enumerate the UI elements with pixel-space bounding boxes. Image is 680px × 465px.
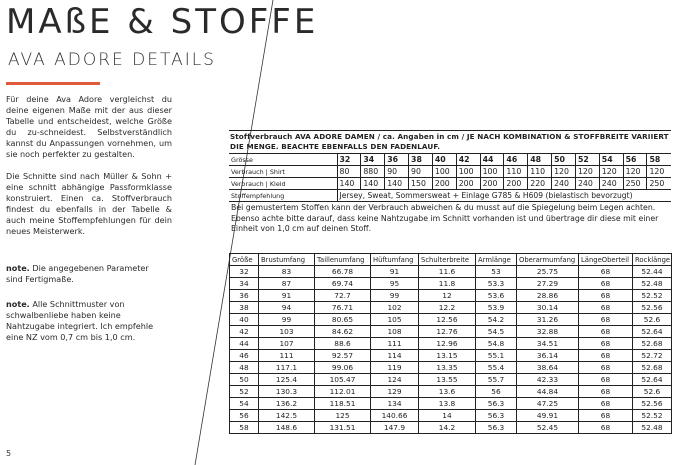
table-cell: 56.3 <box>476 410 517 422</box>
table-cell: 52.6 <box>633 314 672 326</box>
table-cell: 13.15 <box>419 350 476 362</box>
table-row <box>230 302 672 314</box>
table-cell: 91 <box>371 266 419 278</box>
size-cell: 38 <box>409 154 433 166</box>
size-cell: 44 <box>480 154 504 166</box>
table-cell: 11.8 <box>419 278 476 290</box>
table-cell: 119 <box>371 362 419 374</box>
table-cell: 52.68 <box>633 338 672 350</box>
size-cell: 58 <box>647 154 671 166</box>
table-cell: 68 <box>579 362 633 374</box>
table-row <box>230 350 672 362</box>
table-row <box>230 398 672 410</box>
shirt-consumption-cell: 120 <box>623 166 647 178</box>
shirt-consumption-cell: 100 <box>456 166 480 178</box>
table-cell: 13.6 <box>419 386 476 398</box>
table-cell: 68 <box>579 410 633 422</box>
consumption-dress-row <box>229 178 671 190</box>
dress-consumption-cell: 240 <box>599 178 623 190</box>
table-cell: 54.8 <box>476 338 517 350</box>
table-cell: 142.5 <box>259 410 315 422</box>
note-text: Die angegebenen Parameter sind Fertigmaße. <box>6 263 149 284</box>
table-cell: 52.48 <box>633 278 672 290</box>
consumption-shirt-row <box>229 166 671 178</box>
table-cell: 53 <box>476 266 517 278</box>
table-cell: 56 <box>476 386 517 398</box>
table-cell: 68 <box>579 326 633 338</box>
table-cell: 44.84 <box>517 386 579 398</box>
size-cell: 34 <box>361 154 385 166</box>
table-cell: 46 <box>230 350 259 362</box>
shirt-consumption-cell: 120 <box>552 166 576 178</box>
page-title: MAßE & STOFFE <box>6 2 319 42</box>
table-cell: 56.3 <box>476 422 517 434</box>
table-cell: 68 <box>579 302 633 314</box>
table-cell: 68 <box>579 314 633 326</box>
measurement-body <box>230 266 672 434</box>
column-header: Hüftumfang <box>371 254 419 266</box>
table-cell: 55.1 <box>476 350 517 362</box>
table-row <box>230 410 672 422</box>
shirt-consumption-cell: 90 <box>409 166 433 178</box>
table-cell: 52.56 <box>633 398 672 410</box>
shirt-consumption-cell: 120 <box>575 166 599 178</box>
size-cell: 56 <box>623 154 647 166</box>
table-cell: 54.2 <box>476 314 517 326</box>
table-row <box>230 278 672 290</box>
dress-consumption-cell: 220 <box>528 178 552 190</box>
table-cell: 31.26 <box>517 314 579 326</box>
table-cell: 34 <box>230 278 259 290</box>
shirt-consumption-cell: 110 <box>504 166 528 178</box>
table-row <box>230 338 672 350</box>
table-cell: 38.64 <box>517 362 579 374</box>
shirt-consumption-cell: 120 <box>647 166 671 178</box>
table-cell: 47.25 <box>517 398 579 410</box>
note-label: note. <box>6 263 30 273</box>
column-header: Oberarmumfang <box>517 254 579 266</box>
table-cell: 68 <box>579 278 633 290</box>
table-cell: 36 <box>230 290 259 302</box>
page-subtitle: AVA ADORE DETAILS <box>8 50 216 70</box>
dress-consumption-cell: 250 <box>623 178 647 190</box>
column-header: Taillenumfang <box>315 254 371 266</box>
consumption-size-row <box>229 154 671 166</box>
table-cell: 68 <box>579 422 633 434</box>
table-cell: 130.3 <box>259 386 315 398</box>
note-finished-measurements <box>6 263 166 285</box>
table-cell: 84.62 <box>315 326 371 338</box>
intro-paragraph-2: Die Schnitte sind nach Müller & Sohn + eine schnitt abhängige Passformklasse konstruiert. Einen ca. Stoffverbrauch findest du ebenfalls in der Tabelle & auch meine Stoffempfehlungen für dein neues Meisterwerk. <box>6 171 172 236</box>
dress-consumption-cell: 150 <box>409 178 433 190</box>
table-cell: 107 <box>259 338 315 350</box>
size-cell: 40 <box>432 154 456 166</box>
table-cell: 66.78 <box>315 266 371 278</box>
table-cell: 53.6 <box>476 290 517 302</box>
consumption-heading: Stoffverbrauch AVA ADORE DAMEN / ca. Angaben in cm / JE NACH KOMBINATION & STOFFBREITE VARIIERT DIE MENGE. BEACHTE EBENFALLS DEN FADENLAUF. <box>229 130 671 154</box>
column-header: Größe <box>230 254 259 266</box>
table-cell: 55.7 <box>476 374 517 386</box>
table-cell: 68 <box>579 290 633 302</box>
table-cell: 68 <box>579 398 633 410</box>
table-cell: 117.1 <box>259 362 315 374</box>
table-cell: 12.96 <box>419 338 476 350</box>
consumption-remark: Bei gemustertem Stoffen kann der Verbrauch abweichen & du musst auf die Spiegelung beim Legen achten. Ebenso achte bitte darauf, dass keine Nahtzugabe im Schnitt vorhanden ist und übertrage dir diese mit einer Einheit von 1,0 cm auf deinen Stoff. <box>231 203 659 233</box>
table-cell: 52.72 <box>633 350 672 362</box>
table-cell: 53.3 <box>476 278 517 290</box>
table-cell: 134 <box>371 398 419 410</box>
consumption-table <box>229 154 671 202</box>
table-cell: 105.47 <box>315 374 371 386</box>
table-cell: 125 <box>315 410 371 422</box>
table-cell: 118.51 <box>315 398 371 410</box>
table-cell: 52.56 <box>633 302 672 314</box>
table-cell: 52.52 <box>633 410 672 422</box>
table-cell: 13.35 <box>419 362 476 374</box>
table-row <box>230 326 672 338</box>
shirt-consumption-cell: 100 <box>432 166 456 178</box>
dress-consumption-cell: 140 <box>361 178 385 190</box>
table-cell: 13.8 <box>419 398 476 410</box>
table-row <box>230 422 672 434</box>
dress-consumption-cell: 250 <box>647 178 671 190</box>
shirt-consumption-cell: 880 <box>361 166 385 178</box>
table-cell: 52.68 <box>633 362 672 374</box>
intro-paragraph-1: Für deine Ava Adore vergleichst du deine eigenen Maße mit der aus dieser Tabelle und entscheidest, welche Größe du zu-schneidest. Selbstverständlich kannst du Anpassungen vornehmen, um sie noch perfekter zu gestalten. <box>6 94 172 159</box>
table-cell: 125.4 <box>259 374 315 386</box>
table-cell: 80.65 <box>315 314 371 326</box>
note-label: note. <box>6 299 30 309</box>
table-cell: 12 <box>419 290 476 302</box>
dress-consumption-cell: 240 <box>552 178 576 190</box>
table-row <box>230 386 672 398</box>
size-cell: 46 <box>504 154 528 166</box>
table-cell: 68 <box>579 266 633 278</box>
table-cell: 52 <box>230 386 259 398</box>
dress-consumption-cell: 200 <box>456 178 480 190</box>
shirt-consumption-cell: 100 <box>480 166 504 178</box>
size-cell: 48 <box>528 154 552 166</box>
table-cell: 14.2 <box>419 422 476 434</box>
table-cell: 52.6 <box>633 386 672 398</box>
dress-consumption-cell: 140 <box>337 178 361 190</box>
table-cell: 56.3 <box>476 398 517 410</box>
table-cell: 91 <box>259 290 315 302</box>
table-cell: 42 <box>230 326 259 338</box>
table-cell: 99.06 <box>315 362 371 374</box>
table-cell: 25.75 <box>517 266 579 278</box>
measurement-header-row <box>230 254 672 266</box>
dress-consumption-cell: 200 <box>504 178 528 190</box>
table-cell: 58 <box>230 422 259 434</box>
column-header: Schulterbreite <box>419 254 476 266</box>
column-header: Brustumfang <box>259 254 315 266</box>
table-cell: 99 <box>259 314 315 326</box>
size-cell: 54 <box>599 154 623 166</box>
table-cell: 11.6 <box>419 266 476 278</box>
dress-consumption-cell: 200 <box>480 178 504 190</box>
fabric-consumption-block <box>229 130 671 238</box>
table-cell: 14 <box>419 410 476 422</box>
intro-text <box>6 94 172 248</box>
note-text: Alle Schnittmuster von schwalbenliebe haben keine Nahtzugabe integriert. Ich empfehle eine NZ vom 0,7 cm bis 1,0 cm. <box>6 299 154 342</box>
table-cell: 148.6 <box>259 422 315 434</box>
table-cell: 72.7 <box>315 290 371 302</box>
table-cell: 48 <box>230 362 259 374</box>
table-cell: 147.9 <box>371 422 419 434</box>
table-row <box>230 314 672 326</box>
table-cell: 111 <box>259 350 315 362</box>
dress-consumption-cell: 240 <box>575 178 599 190</box>
table-cell: 83 <box>259 266 315 278</box>
table-cell: 129 <box>371 386 419 398</box>
table-cell: 28.86 <box>517 290 579 302</box>
table-cell: 30.14 <box>517 302 579 314</box>
measurement-table <box>229 253 672 434</box>
row-label: Verbrauch | Shirt <box>229 166 337 178</box>
table-cell: 52.45 <box>517 422 579 434</box>
table-cell: 55.4 <box>476 362 517 374</box>
table-cell: 53.9 <box>476 302 517 314</box>
table-row <box>230 290 672 302</box>
table-cell: 114 <box>371 350 419 362</box>
table-cell: 131.51 <box>315 422 371 434</box>
table-cell: 108 <box>371 326 419 338</box>
table-cell: 87 <box>259 278 315 290</box>
table-cell: 56 <box>230 410 259 422</box>
table-cell: 105 <box>371 314 419 326</box>
table-row <box>230 362 672 374</box>
table-cell: 88.6 <box>315 338 371 350</box>
row-label: Verbrauch | Kleid <box>229 178 337 190</box>
table-cell: 50 <box>230 374 259 386</box>
table-cell: 54.5 <box>476 326 517 338</box>
table-cell: 12.76 <box>419 326 476 338</box>
size-cell: 32 <box>337 154 361 166</box>
column-header: LängeOberteil <box>579 254 633 266</box>
table-cell: 124 <box>371 374 419 386</box>
note-seam-allowance <box>6 299 166 343</box>
table-cell: 44 <box>230 338 259 350</box>
column-header: Rocklänge <box>633 254 672 266</box>
table-cell: 13.55 <box>419 374 476 386</box>
table-cell: 52.64 <box>633 326 672 338</box>
table-cell: 38 <box>230 302 259 314</box>
consumption-recommendation-row <box>229 190 671 202</box>
table-cell: 52.64 <box>633 374 672 386</box>
size-cell: 52 <box>575 154 599 166</box>
shirt-consumption-cell: 110 <box>528 166 552 178</box>
table-cell: 68 <box>579 386 633 398</box>
table-cell: 42.33 <box>517 374 579 386</box>
table-row <box>230 266 672 278</box>
table-cell: 36.14 <box>517 350 579 362</box>
table-cell: 68 <box>579 338 633 350</box>
table-cell: 76.71 <box>315 302 371 314</box>
size-cell: 42 <box>456 154 480 166</box>
table-cell: 32.88 <box>517 326 579 338</box>
row-label: Grösse <box>229 154 337 166</box>
table-cell: 52.48 <box>633 422 672 434</box>
size-cell: 36 <box>385 154 409 166</box>
shirt-consumption-cell: 80 <box>337 166 361 178</box>
table-cell: 27.29 <box>517 278 579 290</box>
table-cell: 32 <box>230 266 259 278</box>
table-cell: 34.51 <box>517 338 579 350</box>
table-cell: 99 <box>371 290 419 302</box>
table-cell: 112.01 <box>315 386 371 398</box>
table-cell: 52.52 <box>633 290 672 302</box>
column-header: Armlänge <box>476 254 517 266</box>
table-cell: 52.44 <box>633 266 672 278</box>
table-cell: 12.56 <box>419 314 476 326</box>
size-cell: 50 <box>552 154 576 166</box>
table-cell: 94 <box>259 302 315 314</box>
table-cell: 68 <box>579 374 633 386</box>
table-cell: 95 <box>371 278 419 290</box>
table-cell: 136.2 <box>259 398 315 410</box>
table-cell: 40 <box>230 314 259 326</box>
table-cell: 54 <box>230 398 259 410</box>
page-number: 5 <box>6 449 12 458</box>
table-cell: 68 <box>579 350 633 362</box>
dress-consumption-cell: 140 <box>385 178 409 190</box>
table-cell: 102 <box>371 302 419 314</box>
dress-consumption-cell: 200 <box>432 178 456 190</box>
table-cell: 111 <box>371 338 419 350</box>
table-row <box>230 374 672 386</box>
shirt-consumption-cell: 120 <box>599 166 623 178</box>
table-cell: 12.2 <box>419 302 476 314</box>
table-cell: 140.66 <box>371 410 419 422</box>
recommendation-value: Jersey, Sweat, Sommersweat + Einlage G785 & H609 (bielastisch bevorzugt) <box>337 190 671 202</box>
recommendation-label: Stoffempfehlung <box>229 190 337 202</box>
table-cell: 103 <box>259 326 315 338</box>
shirt-consumption-cell: 90 <box>385 166 409 178</box>
table-cell: 69.74 <box>315 278 371 290</box>
table-cell: 92.57 <box>315 350 371 362</box>
table-cell: 49.91 <box>517 410 579 422</box>
